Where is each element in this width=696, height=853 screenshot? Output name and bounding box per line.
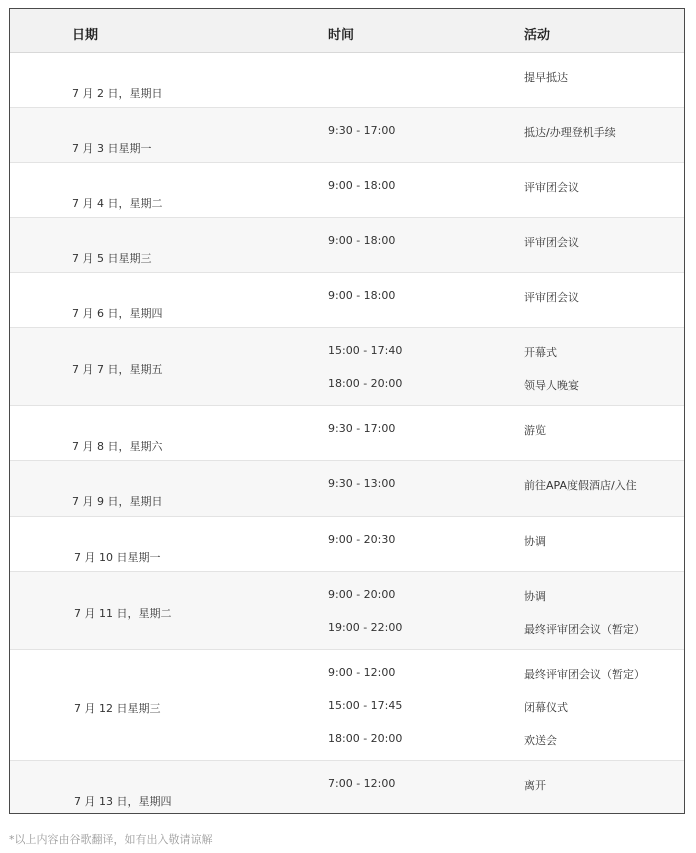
table-row (10, 273, 684, 328)
header-date: 日期 (72, 28, 99, 43)
row-activity: 最终评审团会议（暂定） (524, 623, 645, 636)
row-time: 19:00 - 22:00 (328, 621, 403, 634)
row-time: 15:00 - 17:40 (328, 344, 403, 357)
row-activity: 协调 (524, 535, 546, 548)
row-time: 9:00 - 20:30 (328, 533, 396, 546)
header-time: 时间 (328, 28, 355, 43)
row-time: 9:30 - 17:00 (328, 124, 396, 137)
table-row (10, 517, 684, 572)
row-time: 9:00 - 18:00 (328, 234, 396, 247)
table-row (10, 761, 684, 814)
row-activity: 协调 (524, 590, 546, 603)
row-activity: 开幕式 (524, 346, 557, 359)
row-activity: 游览 (524, 424, 546, 437)
footnote: *以上内容由谷歌翻译，如有出入敬请谅解 (9, 833, 213, 846)
table-row (10, 461, 684, 517)
row-activity: 最终评审团会议（暂定） (524, 668, 645, 681)
row-date: 7 月 7 日，星期五 (72, 363, 163, 376)
row-date: 7 月 13 日，星期四 (74, 795, 172, 808)
row-activity: 闭幕仪式 (524, 701, 568, 714)
row-activity: 领导人晚宴 (524, 379, 579, 392)
row-activity: 抵达/办理登机手续 (524, 126, 616, 139)
table-header (10, 9, 684, 53)
row-time: 9:00 - 18:00 (328, 179, 396, 192)
table-row (10, 650, 684, 761)
table-row (10, 53, 684, 108)
table-row (10, 108, 684, 163)
row-date: 7 月 6 日，星期四 (72, 307, 163, 320)
header-activity: 活动 (524, 28, 551, 43)
row-activity: 评审团会议 (524, 181, 579, 194)
row-activity: 评审团会议 (524, 236, 579, 249)
row-time: 15:00 - 17:45 (328, 699, 403, 712)
row-date: 7 月 12 日星期三 (74, 702, 161, 715)
table-row (10, 218, 684, 273)
row-activity: 前往APA度假酒店/入住 (524, 479, 637, 492)
row-date: 7 月 9 日，星期日 (72, 495, 163, 508)
table-row (10, 406, 684, 461)
table-row (10, 328, 684, 406)
table-row (10, 572, 684, 650)
row-date: 7 月 8 日，星期六 (72, 440, 163, 453)
row-date: 7 月 4 日，星期二 (72, 197, 163, 210)
row-activity: 评审团会议 (524, 291, 579, 304)
row-time: 9:00 - 20:00 (328, 588, 396, 601)
row-time: 9:30 - 13:00 (328, 477, 396, 490)
row-date: 7 月 2 日，星期日 (72, 87, 163, 100)
row-time: 18:00 - 20:00 (328, 377, 403, 390)
schedule-table (9, 8, 685, 814)
row-activity: 离开 (524, 779, 546, 792)
row-date: 7 月 10 日星期一 (74, 551, 161, 564)
row-time: 7:00 - 12:00 (328, 777, 396, 790)
row-time: 9:00 - 12:00 (328, 666, 396, 679)
row-date: 7 月 3 日星期一 (72, 142, 152, 155)
row-date: 7 月 11 日，星期二 (74, 607, 172, 620)
row-activity: 提早抵达 (524, 71, 568, 84)
row-time: 9:30 - 17:00 (328, 422, 396, 435)
row-date: 7 月 5 日星期三 (72, 252, 152, 265)
row-time: 9:00 - 18:00 (328, 289, 396, 302)
table-row (10, 163, 684, 218)
row-time: 18:00 - 20:00 (328, 732, 403, 745)
row-activity: 欢送会 (524, 734, 557, 747)
